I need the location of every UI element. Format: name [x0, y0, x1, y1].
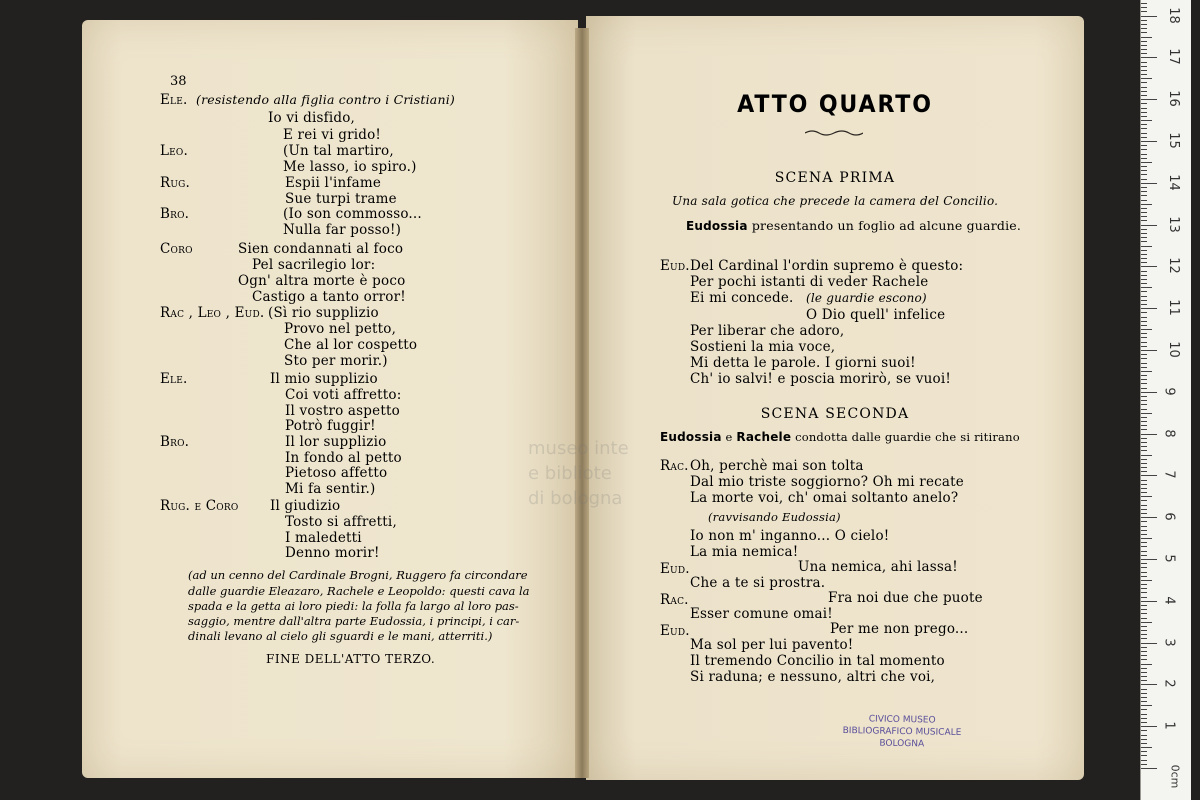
verse-line: Sostieni la mia voce,	[690, 339, 836, 355]
ruler-tick	[1141, 718, 1147, 719]
stage-direction: (resistendo alla figlia contro i Cristiani)	[196, 92, 455, 107]
character-name: Rachele	[736, 430, 792, 444]
speaker-label: Rac , Leo , Eud.	[160, 305, 265, 321]
ruler-tick	[1141, 258, 1147, 259]
verse-line: (Un tal martiro,	[283, 143, 394, 159]
ruler-tick	[1141, 643, 1157, 644]
ruler-tick	[1141, 580, 1152, 581]
verse-line: Ei mi concede.	[690, 290, 794, 306]
verse-line: Mi fa sentir.)	[285, 481, 376, 497]
ruler-tick	[1141, 509, 1147, 510]
ruler-tick	[1141, 446, 1147, 447]
ruler-tick	[1141, 225, 1157, 226]
verse-line: Ma sol per lui pavento!	[690, 637, 854, 653]
ruler-tick	[1141, 409, 1147, 410]
ruler-tick	[1141, 567, 1147, 568]
ruler-tick	[1141, 363, 1147, 364]
ruler-tick	[1141, 145, 1147, 146]
ruler-tick	[1141, 216, 1147, 217]
ruler-number: 11	[1165, 299, 1181, 316]
ruler-tick	[1141, 747, 1152, 748]
ruler-tick	[1141, 563, 1147, 564]
ruler-number: 10	[1165, 341, 1181, 358]
ruler-tick	[1141, 24, 1147, 25]
ruler-tick	[1141, 572, 1147, 573]
ruler-number: 16	[1165, 90, 1181, 107]
speaker-label: Coro	[160, 241, 193, 257]
verse-line: Espii l'infame	[285, 175, 382, 191]
speaker-label: Rac.	[660, 458, 689, 474]
ruler-tick	[1141, 492, 1147, 493]
ruler-tick	[1141, 705, 1152, 706]
ruler-tick	[1141, 283, 1147, 284]
verse-line: Denno morir!	[285, 545, 380, 561]
watermark	[528, 436, 629, 511]
ruler-number: 8	[1161, 428, 1177, 438]
scene-direction	[660, 430, 1020, 444]
ruler-tick	[1141, 312, 1147, 313]
verse-line: Pietoso affetto	[285, 465, 388, 481]
speaker-label: Bro.	[160, 434, 190, 450]
ruler-tick	[1141, 613, 1147, 614]
ruler-tick	[1141, 116, 1147, 117]
speaker-label: Eud.	[660, 258, 690, 274]
ruler-tick	[1141, 701, 1147, 702]
ruler-tick	[1141, 689, 1147, 690]
ruler-tick	[1141, 37, 1152, 38]
verse-line: Dal mio triste soggiorno? Oh mi recate	[690, 474, 964, 490]
verse-line: O Dio quell' infelice	[806, 307, 946, 323]
watermark-line: e bibliote	[528, 463, 612, 484]
ruler-tick	[1141, 618, 1147, 619]
ruler-tick	[1141, 112, 1147, 113]
ruler-tick	[1141, 684, 1157, 685]
ruler-tick	[1141, 429, 1147, 430]
ruler-tick	[1141, 367, 1147, 368]
verse-line: Castigo a tanto orror!	[252, 289, 406, 305]
ruler-tick	[1141, 53, 1147, 54]
ruler-tick	[1141, 174, 1147, 175]
ruler-tick	[1141, 342, 1147, 343]
ruler-number: 18	[1165, 6, 1181, 24]
direction-text: presentando un foglio ad alcune guardie.	[751, 218, 1022, 233]
verse-line: Che a te si prostra.	[690, 575, 826, 591]
ruler-tick	[1141, 755, 1147, 756]
ruler-tick	[1141, 179, 1147, 180]
direction-join: e	[725, 430, 733, 444]
ruler-number: 14	[1165, 174, 1181, 191]
ruler-tick	[1141, 45, 1147, 46]
ruler-tick	[1141, 62, 1147, 63]
verse-line: Tosto si affretti,	[285, 514, 397, 530]
ruler-tick	[1141, 467, 1147, 468]
ruler-tick	[1141, 588, 1147, 589]
ruler-tick	[1141, 442, 1147, 443]
ruler-number: 4	[1161, 596, 1177, 605]
ruler-number: 9	[1161, 387, 1177, 396]
verse-line: E rei vi grido!	[283, 127, 382, 143]
ruler-tick	[1141, 70, 1147, 71]
ruler-tick	[1141, 651, 1147, 652]
ruler-tick	[1141, 287, 1152, 288]
scene-title: SCENA PRIMA	[774, 170, 896, 186]
verse-line: Il lor supplizio	[285, 434, 387, 450]
ruler-tick	[1141, 421, 1147, 422]
ruler-tick	[1141, 337, 1147, 338]
ruler-tick	[1141, 200, 1147, 201]
act-title: ATTO QUARTO	[737, 90, 933, 118]
ruler-unit-label: 0cm	[1168, 764, 1182, 789]
ruler-tick	[1141, 622, 1152, 623]
ruler-tick	[1141, 291, 1147, 292]
ruler-tick	[1141, 709, 1147, 710]
ruler-tick	[1141, 220, 1147, 221]
verse-line: Fra noi due che puote	[828, 590, 983, 606]
ruler-tick	[1141, 133, 1147, 134]
ruler-tick	[1141, 279, 1147, 280]
ruler-tick	[1141, 630, 1147, 631]
ruler-tick	[1141, 57, 1157, 58]
verse-line: Del Cardinal l'ordin supremo è questo:	[690, 258, 964, 274]
ruler-tick	[1141, 28, 1147, 29]
ruler-tick	[1141, 170, 1147, 171]
ruler-tick	[1141, 296, 1147, 297]
ruler-tick	[1141, 254, 1147, 255]
scene-title: SCENA SECONDA	[760, 406, 910, 422]
verse-line: Coi voti affretto:	[285, 387, 402, 403]
end-of-act: FINE DELL'ATTO TERZO.	[266, 652, 436, 666]
speaker-label: Rac.	[660, 592, 689, 608]
ruler-tick	[1141, 559, 1157, 560]
ruler-tick	[1141, 735, 1147, 736]
verse-line: La mia nemica!	[690, 544, 799, 560]
speaker-label: Ele.	[160, 371, 188, 387]
ruler-tick	[1141, 664, 1152, 665]
ruler-tick	[1141, 597, 1147, 598]
ruler-number: 12	[1165, 257, 1181, 275]
ruler-tick	[1141, 49, 1147, 50]
ruler-tick	[1141, 739, 1147, 740]
speaker-label: Rug.	[160, 175, 191, 191]
speaker-label: Bro.	[160, 206, 190, 222]
verse-line: Ogn' altra morte è poco	[238, 273, 406, 289]
ruler-tick	[1141, 333, 1147, 334]
page-number: 38	[170, 74, 187, 89]
ruler-tick	[1141, 300, 1147, 301]
direction-text: condotta dalle guardie che si ritirano	[795, 430, 1020, 444]
ruler-tick	[1141, 162, 1152, 163]
ruler-tick	[1141, 475, 1157, 476]
ruler-tick	[1141, 7, 1147, 8]
verse-line: Oh, perchè mai son tolta	[690, 458, 864, 474]
ruler-tick	[1141, 668, 1147, 669]
stage-aside: (le guardie escono)	[806, 291, 927, 305]
ruler-tick	[1141, 350, 1157, 351]
ruler-tick	[1141, 730, 1147, 731]
ruler-tick	[1141, 388, 1147, 389]
ruler-number: 3	[1161, 637, 1177, 647]
ruler-number: 15	[1165, 132, 1181, 149]
watermark-line: museo inte	[528, 438, 629, 459]
verse-line: Si raduna; e nessuno, altri che voi,	[690, 669, 936, 685]
verse-line: Ch' io salvi! e poscia morirò, se vuoi!	[690, 371, 951, 387]
ruler-tick	[1141, 676, 1147, 677]
ruler-tick	[1141, 413, 1152, 414]
ruler-tick	[1141, 212, 1147, 213]
book-gutter	[575, 28, 589, 778]
ruler-tick	[1141, 329, 1152, 330]
ruler-tick	[1141, 74, 1147, 75]
ruler-tick	[1141, 383, 1147, 384]
verse-line: Sto per morir.)	[284, 353, 388, 369]
verse-line: Il giudizio	[270, 498, 341, 514]
ruler-tick	[1141, 87, 1147, 88]
ruler-tick	[1141, 546, 1147, 547]
stage-direction: saggio, mentre dall'altra parte Eudossia, i principi, i car-	[188, 614, 520, 628]
ruler-tick	[1141, 195, 1147, 196]
ruler-tick	[1141, 655, 1147, 656]
ruler-tick	[1141, 321, 1147, 322]
verse-line: I maledetti	[285, 530, 362, 546]
ruler-tick	[1141, 534, 1147, 535]
verse-line: Per liberar che adoro,	[690, 323, 845, 339]
character-name: Eudossia	[660, 430, 722, 444]
ruler-tick	[1141, 530, 1147, 531]
ruler-tick	[1141, 484, 1147, 485]
ruler-tick	[1141, 526, 1147, 527]
ruler-tick	[1141, 379, 1147, 380]
ruler-tick	[1141, 183, 1157, 184]
ruler-tick	[1141, 584, 1147, 585]
ruler-tick	[1141, 463, 1147, 464]
ruler-tick	[1141, 396, 1147, 397]
ruler-tick	[1141, 638, 1147, 639]
ruler-tick	[1141, 438, 1147, 439]
ruler-tick	[1141, 714, 1147, 715]
ruler-tick	[1141, 99, 1157, 100]
ruler-tick	[1141, 417, 1147, 418]
ruler-tick	[1141, 760, 1147, 761]
ruler-tick	[1141, 697, 1147, 698]
verse-line: Nulla far posso!)	[283, 222, 402, 238]
ruler-tick	[1141, 358, 1147, 359]
verse-line: Il vostro aspetto	[285, 403, 400, 419]
verse-line: Mi detta le parole. I giorni suoi!	[690, 355, 916, 371]
stamp-line: BIBLIOGRAFICO MUSICALE	[842, 725, 962, 739]
ruler-tick	[1141, 191, 1147, 192]
ruler-tick	[1141, 371, 1152, 372]
ruler-tick	[1141, 605, 1147, 606]
ruler-tick	[1141, 425, 1147, 426]
ruler-tick	[1141, 11, 1147, 12]
verse-line: Per me non prego...	[830, 621, 969, 637]
ruler-tick	[1141, 500, 1147, 501]
ruler-tick	[1141, 128, 1147, 129]
ruler-tick	[1141, 204, 1152, 205]
ruler-number: 2	[1161, 679, 1177, 689]
ruler-tick	[1141, 137, 1147, 138]
measurement-ruler	[1140, 0, 1191, 800]
ruler-tick	[1141, 275, 1147, 276]
verse-line: Il mio supplizio	[270, 371, 378, 387]
library-stamp	[832, 713, 973, 751]
verse-line: Sue turpi trame	[285, 191, 397, 207]
ruler-tick	[1141, 672, 1147, 673]
ruler-tick	[1141, 488, 1147, 489]
ruler-tick	[1141, 158, 1147, 159]
ruler-tick	[1141, 308, 1157, 309]
ruler-tick	[1141, 693, 1147, 694]
ruler-tick	[1141, 626, 1147, 627]
watermark-line: di bologna	[528, 488, 623, 509]
ruler-tick	[1141, 768, 1157, 769]
verse-line: Una nemica, ahi lassa!	[798, 559, 958, 575]
ruler-tick	[1141, 743, 1147, 744]
ruler-tick	[1141, 542, 1147, 543]
ruler-tick	[1141, 471, 1147, 472]
verse-line: (Io son commosso...	[283, 206, 422, 222]
ruler-tick	[1141, 271, 1147, 272]
ruler-tick	[1141, 459, 1147, 460]
ruler-tick	[1141, 513, 1147, 514]
ruler-tick	[1141, 250, 1147, 251]
scene-setting: Una sala gotica che precede la camera del Concilio.	[672, 194, 999, 208]
ruler-tick	[1141, 659, 1147, 660]
verse-line: Per pochi istanti di veder Rachele	[690, 274, 929, 290]
ruler-tick	[1141, 124, 1147, 125]
ruler-tick	[1141, 237, 1147, 238]
flourish-ornament	[805, 128, 863, 138]
verse-line: Io non m' inganno... O cielo!	[690, 528, 890, 544]
ruler-tick	[1141, 246, 1152, 247]
ruler-tick	[1141, 317, 1147, 318]
ruler-tick	[1141, 450, 1147, 451]
verse-line: Pel sacrilegio lor:	[252, 257, 376, 273]
ruler-tick	[1141, 208, 1147, 209]
ruler-tick	[1141, 32, 1147, 33]
stamp-line: BOLOGNA	[879, 738, 925, 750]
ruler-tick	[1141, 20, 1147, 21]
verse-line: In fondo al petto	[285, 450, 402, 466]
ruler-tick	[1141, 78, 1152, 79]
ruler-tick	[1141, 576, 1147, 577]
ruler-tick	[1141, 480, 1147, 481]
ruler-tick	[1141, 680, 1147, 681]
scene-direction	[686, 218, 1021, 233]
ruler-tick	[1141, 16, 1157, 17]
verse-line: Che al lor cospetto	[284, 337, 418, 353]
ruler-tick	[1141, 455, 1152, 456]
speaker-label: Eud.	[660, 561, 690, 577]
ruler-tick	[1141, 108, 1147, 109]
verse-line: Io vi disfido,	[268, 110, 356, 126]
ruler-tick	[1141, 592, 1147, 593]
ruler-tick	[1141, 521, 1147, 522]
stage-direction: (ad un cenno del Cardinale Brogni, Ruggero fa circondare	[188, 568, 528, 582]
ruler-number: 5	[1161, 554, 1177, 563]
ruler-number: 17	[1165, 48, 1181, 66]
ruler-tick	[1141, 266, 1157, 267]
ruler-tick	[1141, 764, 1147, 765]
speaker-label: Leo.	[160, 143, 189, 159]
verse-line: (Sì rio supplizio	[268, 305, 379, 321]
verse-line: Sien condannati al foco	[238, 241, 404, 257]
ruler-number: 7	[1161, 470, 1177, 480]
ruler-tick	[1141, 229, 1147, 230]
stage-direction: dalle guardie Eleazaro, Rachele e Leopoldo: questi cava la	[188, 584, 530, 598]
ruler-tick	[1141, 154, 1147, 155]
ruler-tick	[1141, 233, 1147, 234]
ruler-tick	[1141, 751, 1147, 752]
ruler-tick	[1141, 82, 1147, 83]
character-name: Eudossia	[686, 219, 748, 233]
ruler-tick	[1141, 601, 1157, 602]
verse-line: Esser comune omai!	[690, 606, 833, 622]
ruler-tick	[1141, 555, 1147, 556]
ruler-tick	[1141, 722, 1147, 723]
ruler-tick	[1141, 538, 1152, 539]
stage-direction: dinali levano al cielo gli sguardi e le mani, atterriti.)	[188, 629, 493, 643]
ruler-tick	[1141, 434, 1157, 435]
ruler-tick	[1141, 551, 1147, 552]
verse-line: Me lasso, io spiro.)	[283, 159, 417, 175]
speaker-label: Rug. e Coro	[160, 498, 239, 514]
ruler-tick	[1141, 496, 1152, 497]
ruler-tick	[1141, 647, 1147, 648]
ruler-number: 6	[1161, 512, 1177, 521]
ruler-tick	[1141, 505, 1147, 506]
verse-line: La morte voi, ch' omai soltanto anelo?	[690, 490, 959, 506]
speaker-label: Ele.	[160, 92, 188, 108]
ruler-tick	[1141, 149, 1147, 150]
ruler-tick	[1141, 400, 1147, 401]
ruler-tick	[1141, 95, 1147, 96]
ruler-tick	[1141, 103, 1147, 104]
stamp-line: CIVICO MUSEO	[868, 714, 936, 726]
ruler-tick	[1141, 726, 1157, 727]
ruler-tick	[1141, 517, 1157, 518]
stage-direction: (ravvisando Eudossia)	[708, 510, 841, 524]
ruler-tick	[1141, 187, 1147, 188]
verse-line: Il tremendo Concilio in tal momento	[690, 653, 945, 669]
ruler-tick	[1141, 392, 1157, 393]
ruler-tick	[1141, 346, 1147, 347]
ruler-tick	[1141, 609, 1147, 610]
ruler-tick	[1141, 375, 1147, 376]
ruler-tick	[1141, 141, 1157, 142]
verse-line: Provo nel petto,	[284, 321, 397, 337]
ruler-tick	[1141, 91, 1147, 92]
ruler-tick	[1141, 354, 1147, 355]
ruler-tick	[1141, 241, 1147, 242]
ruler-tick	[1141, 66, 1147, 67]
verse-line: Potrò fuggir!	[285, 418, 376, 434]
speaker-label: Eud.	[660, 623, 690, 639]
stage-direction: spada e la getta ai loro piedi: la folla fa largo al loro pas-	[188, 599, 519, 613]
ruler-tick	[1141, 41, 1147, 42]
ruler-tick	[1141, 304, 1147, 305]
ruler-tick	[1141, 120, 1152, 121]
ruler-tick	[1141, 404, 1147, 405]
ruler-number: 13	[1165, 215, 1181, 233]
ruler-tick	[1141, 634, 1147, 635]
ruler-tick	[1141, 262, 1147, 263]
ruler-tick	[1141, 3, 1147, 4]
ruler-tick	[1141, 325, 1147, 326]
ruler-tick	[1141, 166, 1147, 167]
ruler-number: 1	[1161, 721, 1177, 730]
